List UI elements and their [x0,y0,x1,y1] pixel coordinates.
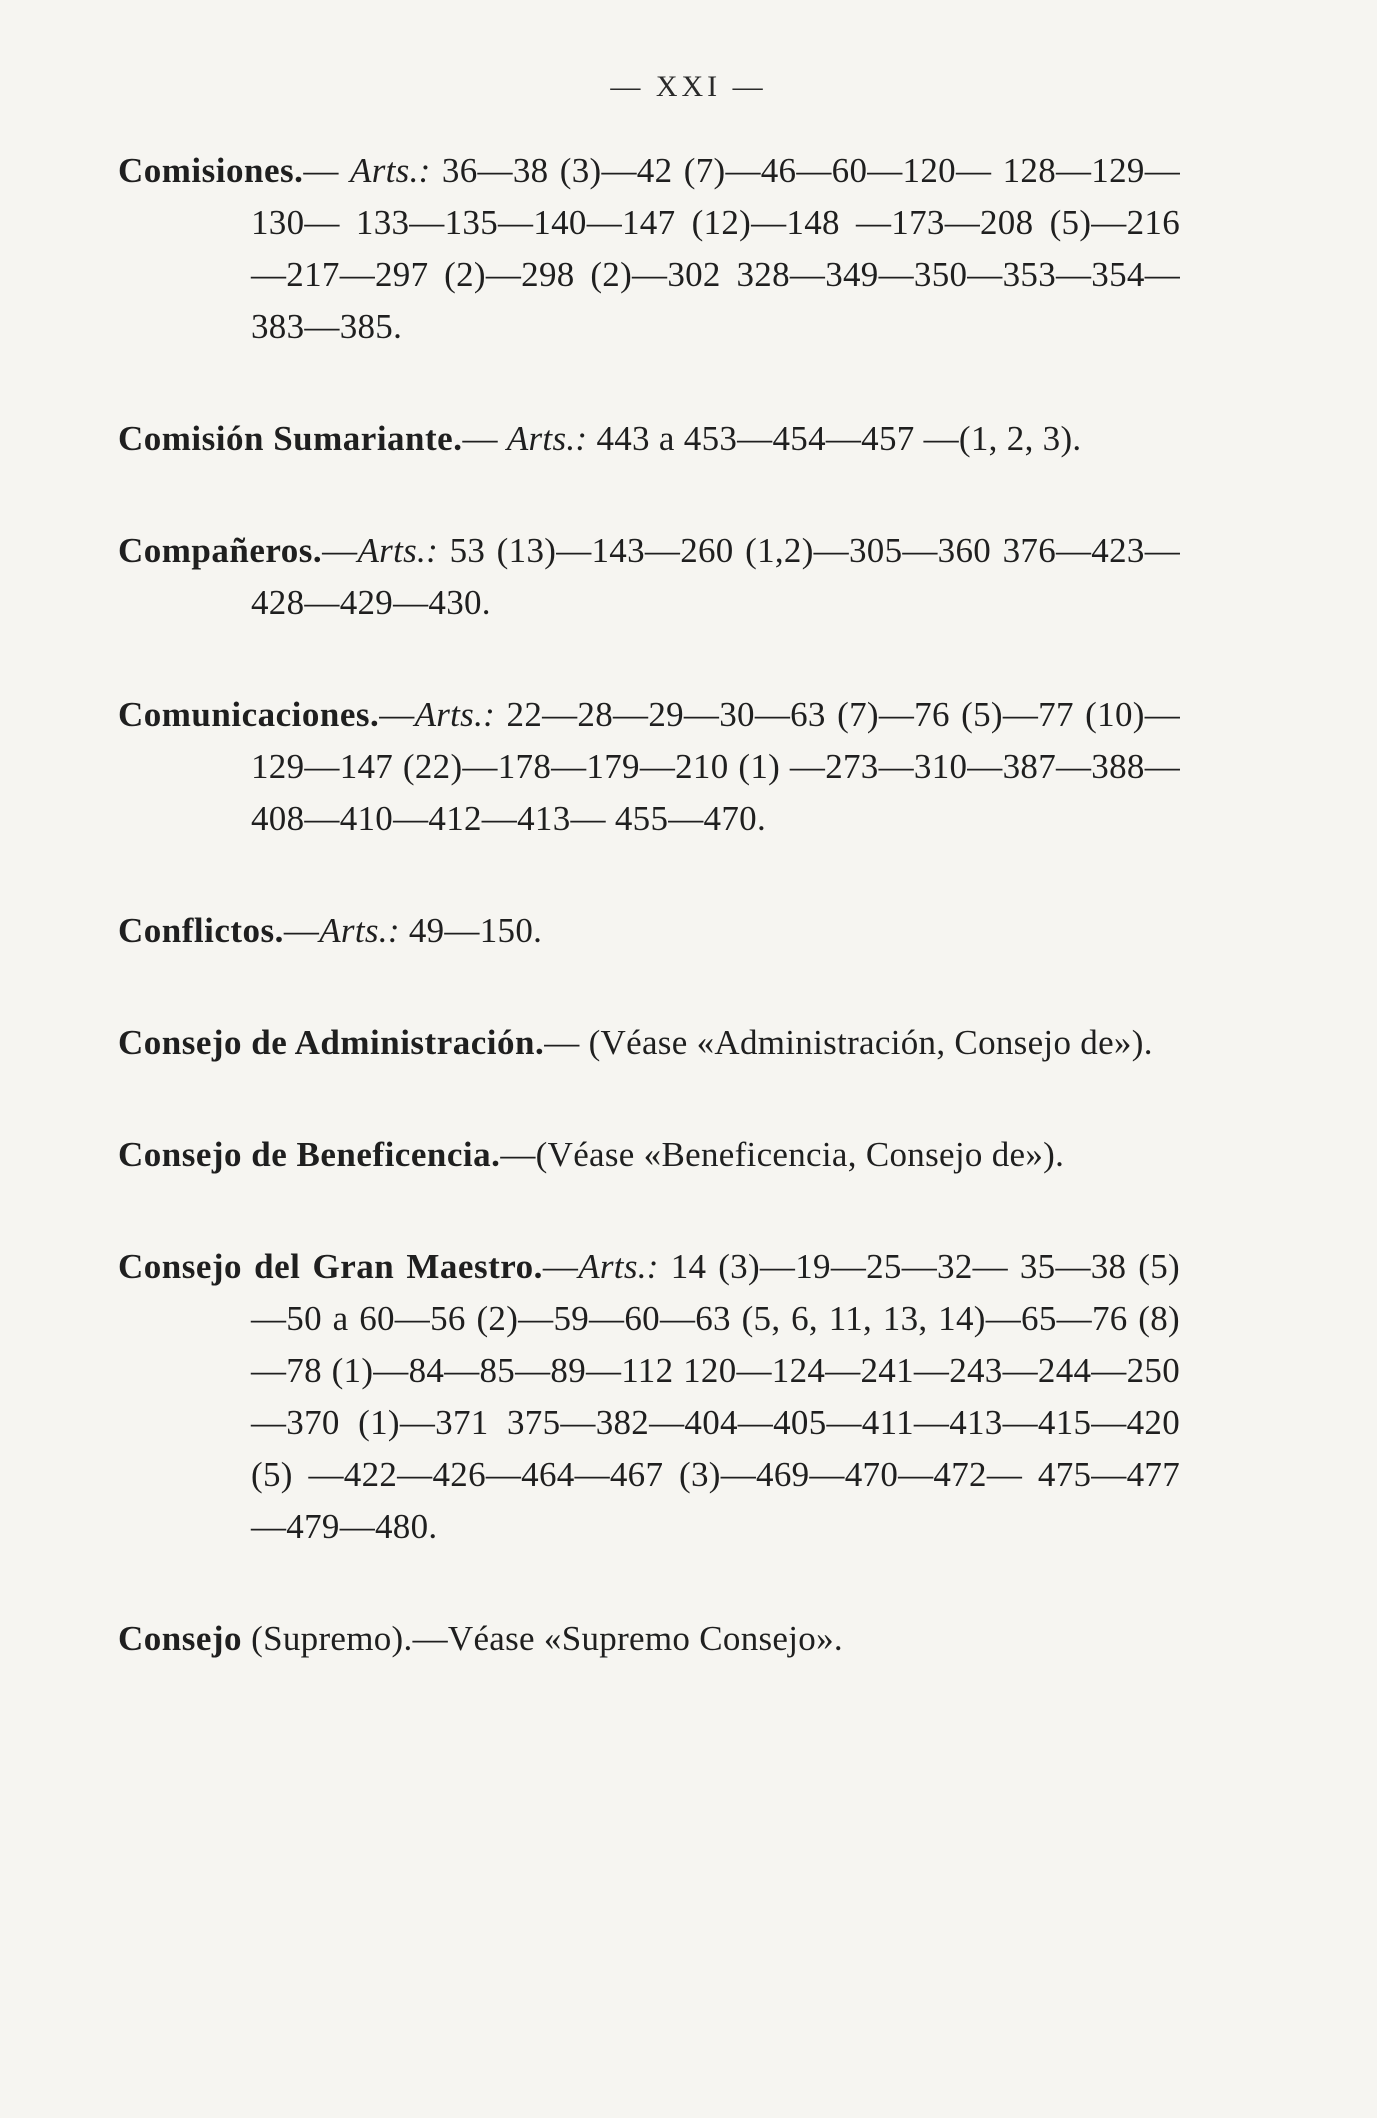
index-entry [118,1241,1180,1553]
entry-separator: — [544,1023,589,1062]
entry-separator: — [379,695,415,734]
index-entry [118,1017,1180,1069]
page-number-header: — XXI — [610,70,767,103]
entry-heading: Comunicaciones. [118,695,380,734]
entry-separator: — [500,1135,536,1174]
entry-separator [242,1619,251,1658]
index-entry [118,1129,1180,1181]
entry-arts-label: Arts.: [350,151,431,190]
entry-heading: Comisión Sumariante. [118,419,463,458]
entry-separator: — [322,531,358,570]
entry-references: (Véase «Beneficencia, Consejo de»). [535,1135,1065,1174]
index-entries [118,145,1180,1725]
index-entry [118,1613,1180,1665]
entry-references: 49—150. [399,911,543,950]
entry-arts-label: Arts.: [414,695,496,734]
entry-arts-label: Arts.: [319,911,400,950]
index-entry [118,905,1180,957]
entry-heading: Consejo de Beneficencia. [118,1135,501,1174]
index-entry [118,413,1180,465]
entry-heading: Conflictos. [118,911,284,950]
entry-heading: Consejo de Administración. [118,1023,545,1062]
entry-references: 443 a 453—454—457 —(1, 2, 3). [587,419,1082,458]
entry-arts-label: Arts.: [578,1247,659,1286]
entry-references: 14 (3)—19—25—32— 35—38 (5)—50 a 60—56 (2)—59—60—63 (5, 6, 11, 13, 14)—65—76 (8)—78 (1)—84—85—89—112 120—124—241—243—244—250—370 (1)—371 375—382—404—405—411—413—415—420 (5) —422—426—464—467 (3)—469—470—472— 475—477—479—480. [251,1247,1180,1546]
entry-heading: Consejo [118,1619,243,1658]
entry-references: (Véase «Administración, Consejo de»). [588,1023,1153,1062]
entry-references: (Supremo).—Véase «Supremo Consejo». [251,1619,843,1658]
entry-references: 22—28—29—30—63 (7)—76 (5)—77 (10)—129—147 (22)—178—179—210 (1) —273—310—387—388—408—410—412—413— 455—470. [251,695,1180,838]
entry-separator: — [462,419,507,458]
index-entry [118,689,1180,845]
entry-heading: Consejo del Gran Maestro. [118,1247,543,1286]
entry-separator: — [283,911,320,950]
entry-heading: Comisiones. [118,151,304,190]
entry-arts-label: Arts.: [506,419,588,458]
index-entry [118,145,1180,353]
entry-heading: Compañeros. [118,531,323,570]
index-entry [118,525,1180,629]
entry-separator: — [303,151,351,190]
entry-references: 53 (13)—143—260 (1,2)—305—360 376—423—428—429—430. [251,531,1180,622]
entry-separator: — [542,1247,579,1286]
entry-arts-label: Arts.: [357,531,439,570]
entry-references: 36—38 (3)—42 (7)—46—60—120— 128—129—130— 133—135—140—147 (12)—148 —173—208 (5)—216—217—297 (2)—298 (2)—302 328—349—350—353—354—383—385. [251,151,1180,346]
